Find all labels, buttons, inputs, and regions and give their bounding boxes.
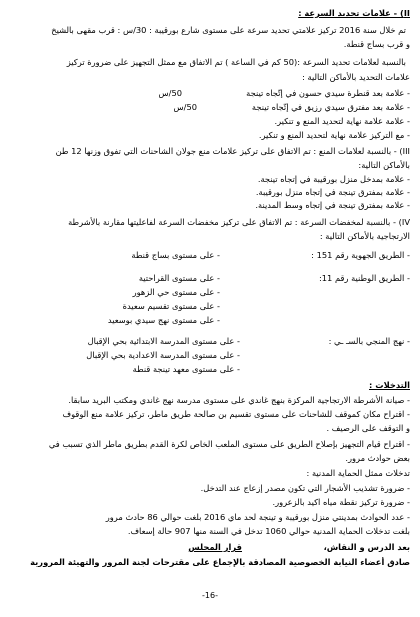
road-location: - على مستوى القراحتية bbox=[138, 273, 220, 283]
subheading-civil-protection: تدخلات ممثل الحماية المدنية : bbox=[306, 468, 410, 478]
decision-text: صادق أعضاء النيابة الخصوصية المصادقة بالإجماع على مقترحات لجنة المرور والتهيئة المرورية bbox=[30, 557, 410, 567]
paragraph-line: - ضرورة تركيز نقطة مياه اكيد بالزعرور. bbox=[272, 497, 410, 507]
road-location: - على مستوى تقسيم سعيدة bbox=[122, 301, 220, 311]
road-location: - على مستوى المدرسة الابتدائية بحي الإقبال bbox=[87, 336, 240, 346]
paragraph-line: IV) - بالنسبة لمخفضات السرعة : تم الاتفاق على تركيز مخفضات السرعة لفاعليتها مقارنة بالأشرطة bbox=[68, 217, 410, 227]
road-location: - على مستوى معهد تينجة قنطة bbox=[132, 364, 240, 374]
paragraph-line: تم خلال سنة 2016 تركيز علامتي تحديد سرعة على مستوى شارع بورقيبة : 30/س : قرب مقهى بالشيخ bbox=[51, 25, 406, 35]
paragraph-line: و قرب بساج قنطة. bbox=[343, 39, 410, 49]
list-item-text: - علامة بعد قنطرة سيدي حسون في إتّجاه تينجة bbox=[246, 88, 410, 98]
paragraph-line: بلغت تدخلات الحماية المدنية حوالي 1060 تدخل في السنة منها 907 حالة إسعاف. bbox=[127, 526, 410, 536]
council-decision-title: قرار المجلس bbox=[188, 542, 242, 552]
paragraph-line: - اقتراح قيام التجهيز بإصلاح الطريق على مستوى الملعب الخاص لكرة القدم بطريق ماطر الذي تسبب في bbox=[48, 439, 410, 449]
list-item-value: 50/س bbox=[173, 102, 197, 112]
discussion-label: بعد الدرس و النقاش، bbox=[323, 542, 410, 552]
paragraph-line: III) - بالنسبة لعلامات المنع : تم الاتفاق على تركيز علامات منع جولان الشاحنات التي تفوق وزنها 12 طن bbox=[55, 146, 410, 156]
road-location: - على مستوى نهج سيدي بوسعيد bbox=[107, 315, 220, 325]
road-label: - الطريق الوطنية رقم 11: bbox=[318, 273, 410, 283]
road-location: - على مستوى المدرسة الاعدادية بحي الإقبال bbox=[86, 350, 240, 360]
list-item: - علامة بمفترق تينجة في إتجاه منزل بورقيبة. bbox=[255, 187, 410, 197]
paragraph-line: بالأماكن التالية: bbox=[358, 160, 410, 170]
section-title-speed-signs: II) - علامات تحديد السرعة : bbox=[298, 8, 410, 18]
paragraph-line: بالنسبة لعلامات تحديد السرعة :(50 كم في الساعة ) تم الاتفاق مع ممثل التجهيز على ضرورة تركيز bbox=[66, 57, 406, 67]
road-location: - على مستوى بساج قنطة bbox=[131, 250, 220, 260]
paragraph-line: - صيانة الأشرطة الارتجاجية المركزة بنهج غاندي على مستوى مدرسة نهج غاندي ومكتب البريد سابقا. bbox=[68, 395, 410, 405]
list-item bbox=[10, 88, 410, 98]
list-item-text: - علامة بعد مفترق سيدي رزيق في إتّجاه تينجة bbox=[251, 102, 410, 112]
paragraph-line: - ضرورة تشذيب الأشجار التي تكون مصدر إزعاج عند التدخل. bbox=[200, 483, 410, 493]
paragraph-line: - اقتراح مكان كموقف للشاحنات على مستوى تقسيم بن صالحة طريق ماطر، تركيز علامة منع الوقوف bbox=[62, 409, 410, 419]
section-title-interventions: التدخلات : bbox=[369, 380, 410, 390]
paragraph-line: و التوقف على الرصيف . bbox=[326, 423, 410, 433]
list-item: - علامة بمفترق تينجة في إتجاه وسط المدينة. bbox=[255, 200, 410, 210]
list-item: - علامة علامة نهاية لتحديد المنع و تنكير. bbox=[274, 116, 410, 126]
list-item bbox=[10, 102, 410, 112]
road-label: - نهج المنجي بالسـ ـي : bbox=[328, 336, 410, 346]
list-item: - مع التركيز علامة نهاية لتحديد المنع و تنكير. bbox=[258, 130, 410, 140]
decision-header bbox=[10, 542, 410, 552]
road-location: - على مستوى حي الزهور bbox=[132, 287, 220, 297]
road-label: - الطريق الجهوية رقم 151 : bbox=[311, 250, 410, 260]
paragraph-line: الارتجاجية بالأماكن التالية : bbox=[319, 231, 410, 241]
paragraph-line: بعض حوادث مرور. bbox=[345, 453, 410, 463]
paragraph-line: - عدد الحوادث بمدينتي منزل بورقيبة و تينجة لحد ماي 2016 بلغت حوالي 86 حادث مرور bbox=[105, 512, 410, 522]
page-number: -16- bbox=[202, 591, 218, 600]
list-item: - علامة بمدخل منزل بورقيبة في إتجاه تينجة. bbox=[257, 174, 410, 184]
paragraph-line: علامات التحديد بالأماكن التالية : bbox=[302, 72, 410, 82]
list-item-value: 50/س bbox=[158, 88, 182, 98]
